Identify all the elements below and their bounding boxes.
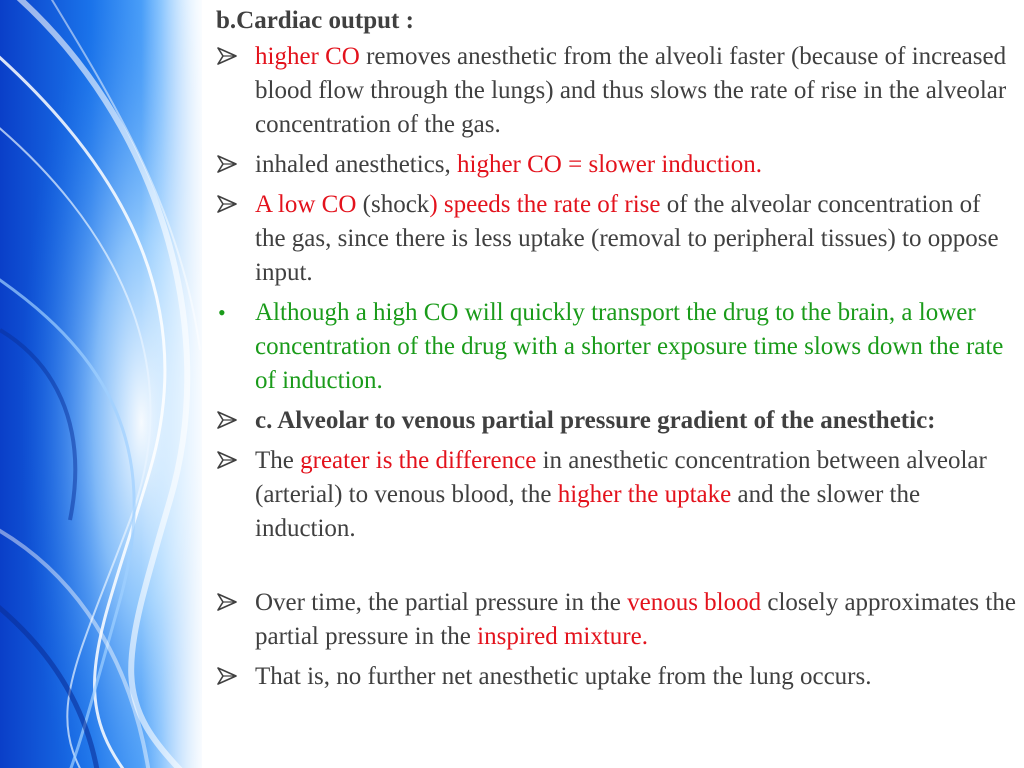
text-run: inhaled anesthetics, <box>255 151 458 178</box>
arrow-bullet-icon <box>216 188 240 223</box>
text-run: higher CO = slower induction. <box>457 151 763 178</box>
bullet-item <box>216 188 1016 290</box>
bullet-item <box>216 148 1016 182</box>
section-heading: b.Cardiac output : <box>216 7 414 34</box>
blue-swirl-graphic <box>0 0 202 768</box>
text-run: greater is the difference <box>300 447 537 474</box>
bullet-item <box>216 444 1016 546</box>
text-run: in anesthetic concentration between alveolar (arterial) to venous blood, the <box>255 447 987 508</box>
text-run: (shock <box>356 191 430 218</box>
text-run: That is, no further net anesthetic uptake from the lung occurs. <box>255 663 872 690</box>
arrow-bullet-icon <box>216 404 240 439</box>
bullet-item <box>216 404 1016 438</box>
bullet-item <box>216 296 1016 398</box>
bullet-text <box>255 663 871 690</box>
text-run: of the alveolar concentration of the gas, since there is less uptake (removal to peripheral tissues) to oppose input. <box>255 191 999 286</box>
arrow-bullet-icon <box>216 148 240 183</box>
bullet-text <box>255 151 762 178</box>
bullet-text <box>255 191 999 286</box>
arrow-bullet-icon <box>216 586 240 621</box>
text-run: higher CO <box>255 43 360 70</box>
bullet-text <box>255 589 1016 650</box>
bullet-text <box>255 447 987 542</box>
text-run: and the slower the induction. <box>255 481 921 542</box>
text-run: closely approximates the partial pressure in the <box>255 589 1016 650</box>
text-run: ) speeds the rate of rise <box>429 191 661 218</box>
bullet-text <box>255 43 1006 138</box>
arrow-bullet-icon <box>216 40 240 75</box>
text-run: higher the uptake <box>557 481 732 508</box>
text-run: removes anesthetic from the alveoli faster (because of increased blood flow through the lungs) and thus slows the rate of rise in the alveolar concentration of the gas. <box>255 43 1007 138</box>
bullet-item <box>216 40 1016 142</box>
dot-bullet-icon: • <box>218 300 226 325</box>
arrow-bullet-icon <box>216 444 240 479</box>
text-run: Over time, the partial pressure in the <box>255 589 628 616</box>
bullet-list <box>216 40 1016 694</box>
text-run: Although a high CO will quickly transport the drug to the brain, a lower concentration of the drug with a shorter exposure time slows down the rate of induction. <box>255 299 1004 394</box>
arrow-bullet-icon <box>216 660 240 695</box>
text-run: The <box>255 447 301 474</box>
slide-content <box>216 4 1016 700</box>
bullet-text <box>255 407 936 434</box>
text-run: A low CO <box>255 191 357 218</box>
text-run: c. Alveolar to venous partial pressure gradient of the anesthetic: <box>255 407 936 434</box>
bullet-item <box>216 660 1016 694</box>
bullet-item <box>216 586 1016 654</box>
text-run: inspired mixture. <box>477 623 648 650</box>
decorative-blue-swirl <box>0 0 202 768</box>
bullet-text <box>255 299 1003 394</box>
spacer <box>216 552 1016 586</box>
text-run: venous blood <box>627 589 762 616</box>
